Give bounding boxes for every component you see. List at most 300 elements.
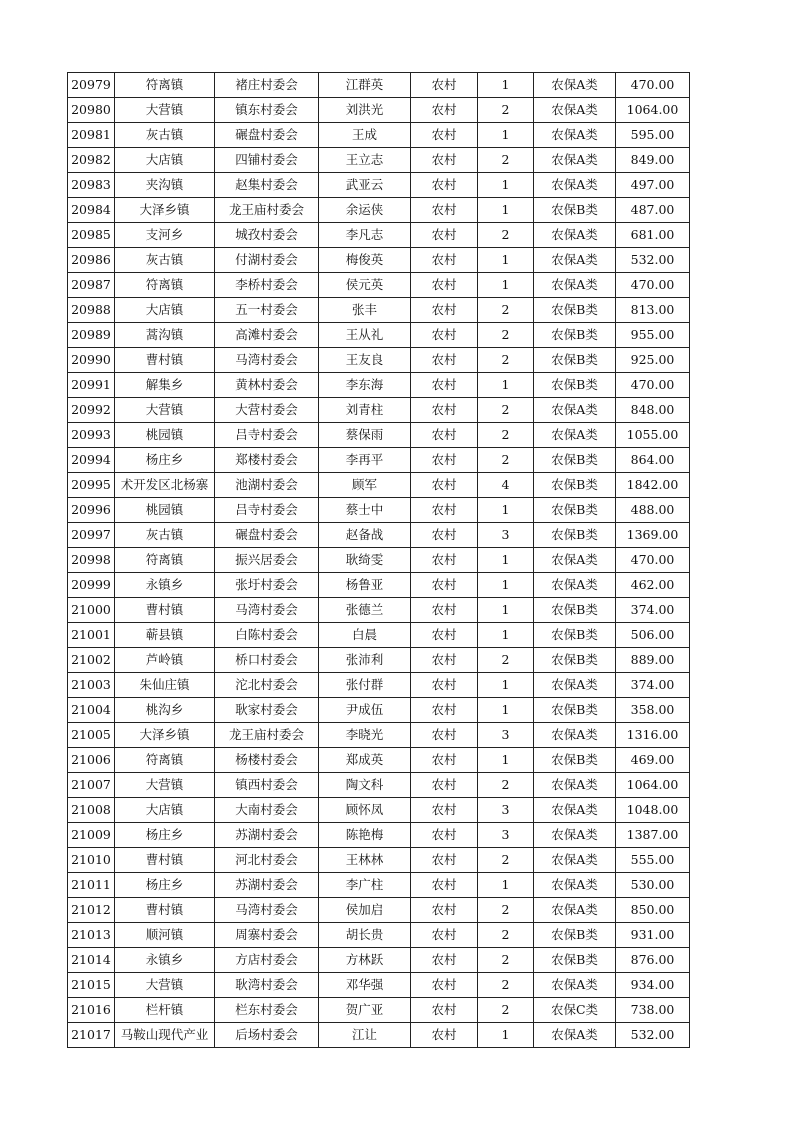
cell-person-name: 梅俊英: [319, 248, 411, 273]
cell-insurance-category: 农保B类: [534, 623, 616, 648]
cell-village-committee: 桥口村委会: [215, 648, 319, 673]
cell-area-type: 农村: [411, 273, 478, 298]
table-row: [68, 573, 690, 598]
cell-household-count: 2: [478, 298, 534, 323]
cell-household-count: 1: [478, 623, 534, 648]
cell-id: 20985: [68, 223, 115, 248]
cell-area-type: 农村: [411, 223, 478, 248]
cell-insurance-category: 农保B类: [534, 748, 616, 773]
cell-household-count: 1: [478, 573, 534, 598]
cell-village-committee: 河北村委会: [215, 848, 319, 873]
cell-town: 符离镇: [115, 548, 215, 573]
cell-person-name: 郑成英: [319, 748, 411, 773]
table-row: [68, 523, 690, 548]
cell-household-count: 2: [478, 923, 534, 948]
cell-amount: 532.00: [616, 248, 690, 273]
cell-amount: 374.00: [616, 598, 690, 623]
cell-insurance-category: 农保A类: [534, 148, 616, 173]
cell-village-committee: 龙王庙村委会: [215, 723, 319, 748]
cell-amount: 469.00: [616, 748, 690, 773]
cell-insurance-category: 农保A类: [534, 823, 616, 848]
cell-person-name: 陶文科: [319, 773, 411, 798]
table-row: [68, 598, 690, 623]
cell-area-type: 农村: [411, 873, 478, 898]
cell-id: 20993: [68, 423, 115, 448]
cell-amount: 1064.00: [616, 98, 690, 123]
cell-town: 大营镇: [115, 398, 215, 423]
cell-person-name: 陈艳梅: [319, 823, 411, 848]
cell-town: 大泽乡镇: [115, 723, 215, 748]
cell-area-type: 农村: [411, 573, 478, 598]
cell-person-name: 侯元英: [319, 273, 411, 298]
cell-village-committee: 后场村委会: [215, 1023, 319, 1048]
cell-person-name: 侯加启: [319, 898, 411, 923]
cell-town: 马鞍山现代产业: [115, 1023, 215, 1048]
table-body: [68, 73, 690, 1048]
cell-household-count: 1: [478, 248, 534, 273]
cell-household-count: 1: [478, 673, 534, 698]
cell-village-committee: 褚庄村委会: [215, 73, 319, 98]
cell-village-committee: 付湖村委会: [215, 248, 319, 273]
cell-amount: 681.00: [616, 223, 690, 248]
cell-person-name: 刘洪光: [319, 98, 411, 123]
cell-household-count: 1: [478, 198, 534, 223]
cell-person-name: 张沛利: [319, 648, 411, 673]
cell-amount: 955.00: [616, 323, 690, 348]
cell-insurance-category: 农保A类: [534, 248, 616, 273]
cell-insurance-category: 农保B类: [534, 948, 616, 973]
cell-id: 21005: [68, 723, 115, 748]
cell-insurance-category: 农保A类: [534, 573, 616, 598]
cell-id: 21010: [68, 848, 115, 873]
cell-area-type: 农村: [411, 448, 478, 473]
cell-town: 大泽乡镇: [115, 198, 215, 223]
table-row: [68, 1023, 690, 1048]
cell-area-type: 农村: [411, 923, 478, 948]
cell-person-name: 赵备战: [319, 523, 411, 548]
table-row: [68, 623, 690, 648]
cell-town: 大营镇: [115, 973, 215, 998]
table-row: [68, 973, 690, 998]
table-row: [68, 473, 690, 498]
cell-household-count: 3: [478, 798, 534, 823]
cell-id: 21006: [68, 748, 115, 773]
cell-amount: 530.00: [616, 873, 690, 898]
cell-town: 桃沟乡: [115, 698, 215, 723]
cell-person-name: 杨鲁亚: [319, 573, 411, 598]
cell-insurance-category: 农保B类: [534, 298, 616, 323]
cell-insurance-category: 农保A类: [534, 1023, 616, 1048]
cell-village-committee: 吕寺村委会: [215, 498, 319, 523]
cell-insurance-category: 农保A类: [534, 723, 616, 748]
cell-area-type: 农村: [411, 823, 478, 848]
cell-area-type: 农村: [411, 1023, 478, 1048]
cell-id: 20988: [68, 298, 115, 323]
cell-town: 大店镇: [115, 148, 215, 173]
cell-household-count: 1: [478, 73, 534, 98]
cell-amount: 532.00: [616, 1023, 690, 1048]
cell-insurance-category: 农保B类: [534, 198, 616, 223]
cell-id: 20980: [68, 98, 115, 123]
cell-person-name: 白晨: [319, 623, 411, 648]
cell-town: 杨庄乡: [115, 873, 215, 898]
cell-insurance-category: 农保A类: [534, 73, 616, 98]
cell-household-count: 1: [478, 498, 534, 523]
table-row: [68, 198, 690, 223]
cell-village-committee: 吕寺村委会: [215, 423, 319, 448]
cell-household-count: 1: [478, 873, 534, 898]
cell-person-name: 江群英: [319, 73, 411, 98]
cell-household-count: 4: [478, 473, 534, 498]
cell-amount: 1055.00: [616, 423, 690, 448]
cell-village-committee: 镇西村委会: [215, 773, 319, 798]
cell-village-committee: 白陈村委会: [215, 623, 319, 648]
cell-amount: 497.00: [616, 173, 690, 198]
cell-household-count: 2: [478, 773, 534, 798]
cell-person-name: 蔡保雨: [319, 423, 411, 448]
cell-id: 20991: [68, 373, 115, 398]
cell-village-committee: 马湾村委会: [215, 898, 319, 923]
cell-area-type: 农村: [411, 198, 478, 223]
cell-household-count: 2: [478, 323, 534, 348]
cell-area-type: 农村: [411, 948, 478, 973]
cell-insurance-category: 农保B类: [534, 923, 616, 948]
cell-household-count: 2: [478, 848, 534, 873]
table-row: [68, 323, 690, 348]
cell-person-name: 王立志: [319, 148, 411, 173]
cell-household-count: 3: [478, 523, 534, 548]
cell-town: 支河乡: [115, 223, 215, 248]
table-row: [68, 998, 690, 1023]
cell-person-name: 邓华强: [319, 973, 411, 998]
cell-id: 21002: [68, 648, 115, 673]
cell-person-name: 张丰: [319, 298, 411, 323]
cell-town: 符离镇: [115, 73, 215, 98]
cell-area-type: 农村: [411, 998, 478, 1023]
cell-amount: 555.00: [616, 848, 690, 873]
cell-household-count: 2: [478, 98, 534, 123]
cell-id: 20992: [68, 398, 115, 423]
cell-person-name: 武亚云: [319, 173, 411, 198]
cell-insurance-category: 农保B类: [534, 523, 616, 548]
cell-town: 杨庄乡: [115, 823, 215, 848]
cell-town: 大营镇: [115, 773, 215, 798]
cell-household-count: 3: [478, 723, 534, 748]
cell-insurance-category: 农保A类: [534, 223, 616, 248]
cell-area-type: 农村: [411, 848, 478, 873]
cell-amount: 462.00: [616, 573, 690, 598]
cell-household-count: 2: [478, 948, 534, 973]
cell-village-committee: 四铺村委会: [215, 148, 319, 173]
cell-area-type: 农村: [411, 723, 478, 748]
cell-person-name: 贺广亚: [319, 998, 411, 1023]
cell-area-type: 农村: [411, 373, 478, 398]
cell-town: 灰古镇: [115, 248, 215, 273]
cell-town: 大店镇: [115, 298, 215, 323]
cell-insurance-category: 农保A类: [534, 98, 616, 123]
cell-area-type: 农村: [411, 523, 478, 548]
table-row: [68, 98, 690, 123]
cell-household-count: 2: [478, 898, 534, 923]
cell-insurance-category: 农保A类: [534, 673, 616, 698]
cell-person-name: 李广柱: [319, 873, 411, 898]
cell-insurance-category: 农保C类: [534, 998, 616, 1023]
cell-amount: 1369.00: [616, 523, 690, 548]
cell-amount: 1064.00: [616, 773, 690, 798]
cell-village-committee: 振兴居委会: [215, 548, 319, 573]
cell-insurance-category: 农保A类: [534, 173, 616, 198]
cell-village-committee: 周寨村委会: [215, 923, 319, 948]
cell-id: 20997: [68, 523, 115, 548]
cell-id: 21014: [68, 948, 115, 973]
cell-amount: 931.00: [616, 923, 690, 948]
cell-village-committee: 张圩村委会: [215, 573, 319, 598]
table-row: [68, 73, 690, 98]
cell-insurance-category: 农保A类: [534, 773, 616, 798]
table-row: [68, 648, 690, 673]
cell-household-count: 3: [478, 823, 534, 848]
cell-amount: 925.00: [616, 348, 690, 373]
cell-household-count: 2: [478, 223, 534, 248]
cell-town: 顺河镇: [115, 923, 215, 948]
cell-id: 21007: [68, 773, 115, 798]
cell-id: 21016: [68, 998, 115, 1023]
cell-area-type: 农村: [411, 648, 478, 673]
cell-town: 朱仙庄镇: [115, 673, 215, 698]
cell-household-count: 1: [478, 698, 534, 723]
cell-town: 曹村镇: [115, 348, 215, 373]
cell-area-type: 农村: [411, 73, 478, 98]
cell-village-committee: 大南村委会: [215, 798, 319, 823]
cell-area-type: 农村: [411, 173, 478, 198]
cell-id: 20994: [68, 448, 115, 473]
cell-village-committee: 方店村委会: [215, 948, 319, 973]
table-row: [68, 223, 690, 248]
cell-area-type: 农村: [411, 298, 478, 323]
cell-area-type: 农村: [411, 698, 478, 723]
cell-insurance-category: 农保A类: [534, 848, 616, 873]
cell-town: 夹沟镇: [115, 173, 215, 198]
cell-id: 21015: [68, 973, 115, 998]
cell-id: 21004: [68, 698, 115, 723]
cell-insurance-category: 农保A类: [534, 123, 616, 148]
cell-town: 永镇乡: [115, 948, 215, 973]
cell-insurance-category: 农保B类: [534, 473, 616, 498]
cell-id: 20990: [68, 348, 115, 373]
cell-household-count: 2: [478, 148, 534, 173]
cell-household-count: 2: [478, 398, 534, 423]
cell-amount: 487.00: [616, 198, 690, 223]
cell-household-count: 2: [478, 423, 534, 448]
cell-amount: 876.00: [616, 948, 690, 973]
cell-amount: 1842.00: [616, 473, 690, 498]
cell-id: 21001: [68, 623, 115, 648]
cell-amount: 813.00: [616, 298, 690, 323]
cell-town: 蒿沟镇: [115, 323, 215, 348]
table-row: [68, 798, 690, 823]
cell-id: 21017: [68, 1023, 115, 1048]
cell-household-count: 1: [478, 123, 534, 148]
cell-household-count: 2: [478, 448, 534, 473]
cell-insurance-category: 农保B类: [534, 698, 616, 723]
cell-village-committee: 耿湾村委会: [215, 973, 319, 998]
cell-person-name: 方林跃: [319, 948, 411, 973]
cell-person-name: 张德兰: [319, 598, 411, 623]
cell-area-type: 农村: [411, 548, 478, 573]
table-row: [68, 148, 690, 173]
cell-village-committee: 城孜村委会: [215, 223, 319, 248]
cell-amount: 889.00: [616, 648, 690, 673]
cell-town: 曹村镇: [115, 898, 215, 923]
cell-town: 符离镇: [115, 273, 215, 298]
table-row: [68, 348, 690, 373]
cell-area-type: 农村: [411, 598, 478, 623]
cell-area-type: 农村: [411, 123, 478, 148]
cell-area-type: 农村: [411, 98, 478, 123]
cell-amount: 470.00: [616, 373, 690, 398]
cell-person-name: 顾怀凤: [319, 798, 411, 823]
cell-town: 桃园镇: [115, 498, 215, 523]
cell-id: 20984: [68, 198, 115, 223]
table-row: [68, 823, 690, 848]
cell-village-committee: 马湾村委会: [215, 598, 319, 623]
cell-amount: 374.00: [616, 673, 690, 698]
cell-household-count: 1: [478, 748, 534, 773]
cell-person-name: 王从礼: [319, 323, 411, 348]
cell-id: 20999: [68, 573, 115, 598]
table-row: [68, 498, 690, 523]
cell-insurance-category: 农保A类: [534, 273, 616, 298]
cell-person-name: 胡长贵: [319, 923, 411, 948]
cell-person-name: 李凡志: [319, 223, 411, 248]
cell-area-type: 农村: [411, 623, 478, 648]
cell-insurance-category: 农保A类: [534, 398, 616, 423]
cell-amount: 506.00: [616, 623, 690, 648]
cell-id: 21000: [68, 598, 115, 623]
cell-town: 大营镇: [115, 98, 215, 123]
cell-id: 21009: [68, 823, 115, 848]
cell-town: 杨庄乡: [115, 448, 215, 473]
cell-id: 20986: [68, 248, 115, 273]
table-row: [68, 448, 690, 473]
cell-person-name: 王友良: [319, 348, 411, 373]
cell-id: 20987: [68, 273, 115, 298]
cell-household-count: 1: [478, 273, 534, 298]
cell-area-type: 农村: [411, 798, 478, 823]
cell-person-name: 江让: [319, 1023, 411, 1048]
cell-area-type: 农村: [411, 748, 478, 773]
cell-household-count: 1: [478, 598, 534, 623]
cell-town: 灰古镇: [115, 523, 215, 548]
cell-amount: 470.00: [616, 273, 690, 298]
cell-area-type: 农村: [411, 498, 478, 523]
cell-town: 蕲县镇: [115, 623, 215, 648]
cell-area-type: 农村: [411, 348, 478, 373]
cell-amount: 850.00: [616, 898, 690, 923]
table-row: [68, 848, 690, 873]
cell-household-count: 2: [478, 973, 534, 998]
cell-village-committee: 高滩村委会: [215, 323, 319, 348]
cell-id: 21011: [68, 873, 115, 898]
table-row: [68, 248, 690, 273]
table-row: [68, 423, 690, 448]
cell-id: 20989: [68, 323, 115, 348]
cell-village-committee: 沱北村委会: [215, 673, 319, 698]
cell-area-type: 农村: [411, 323, 478, 348]
cell-id: 21012: [68, 898, 115, 923]
cell-village-committee: 镇东村委会: [215, 98, 319, 123]
cell-village-committee: 碾盘村委会: [215, 523, 319, 548]
cell-person-name: 蔡士中: [319, 498, 411, 523]
cell-amount: 1387.00: [616, 823, 690, 848]
cell-amount: 849.00: [616, 148, 690, 173]
cell-town: 芦岭镇: [115, 648, 215, 673]
cell-amount: 1316.00: [616, 723, 690, 748]
cell-insurance-category: 农保B类: [534, 498, 616, 523]
cell-amount: 358.00: [616, 698, 690, 723]
cell-amount: 934.00: [616, 973, 690, 998]
table-row: [68, 948, 690, 973]
cell-town: 曹村镇: [115, 598, 215, 623]
cell-person-name: 余运侠: [319, 198, 411, 223]
cell-village-committee: 大营村委会: [215, 398, 319, 423]
cell-area-type: 农村: [411, 473, 478, 498]
cell-id: 21003: [68, 673, 115, 698]
cell-id: 21013: [68, 923, 115, 948]
cell-insurance-category: 农保A类: [534, 798, 616, 823]
cell-village-committee: 苏湖村委会: [215, 873, 319, 898]
cell-amount: 470.00: [616, 548, 690, 573]
cell-village-committee: 郑楼村委会: [215, 448, 319, 473]
cell-insurance-category: 农保A类: [534, 973, 616, 998]
cell-id: 20996: [68, 498, 115, 523]
table-row: [68, 723, 690, 748]
cell-id: 20982: [68, 148, 115, 173]
table-row: [68, 748, 690, 773]
cell-id: 20995: [68, 473, 115, 498]
table-row: [68, 673, 690, 698]
cell-household-count: 2: [478, 648, 534, 673]
cell-village-committee: 龙王庙村委会: [215, 198, 319, 223]
cell-village-committee: 马湾村委会: [215, 348, 319, 373]
cell-area-type: 农村: [411, 773, 478, 798]
cell-id: 20981: [68, 123, 115, 148]
cell-id: 20979: [68, 73, 115, 98]
cell-town: 术开发区北杨寨: [115, 473, 215, 498]
table-row: [68, 548, 690, 573]
table-row: [68, 898, 690, 923]
cell-household-count: 2: [478, 348, 534, 373]
table-row: [68, 923, 690, 948]
cell-amount: 738.00: [616, 998, 690, 1023]
cell-area-type: 农村: [411, 248, 478, 273]
cell-person-name: 李东海: [319, 373, 411, 398]
cell-amount: 595.00: [616, 123, 690, 148]
table-row: [68, 173, 690, 198]
table-row: [68, 398, 690, 423]
cell-area-type: 农村: [411, 398, 478, 423]
cell-village-committee: 碾盘村委会: [215, 123, 319, 148]
cell-village-committee: 李桥村委会: [215, 273, 319, 298]
cell-insurance-category: 农保B类: [534, 448, 616, 473]
table-row: [68, 773, 690, 798]
cell-area-type: 农村: [411, 148, 478, 173]
cell-town: 曹村镇: [115, 848, 215, 873]
table-row: [68, 273, 690, 298]
cell-town: 永镇乡: [115, 573, 215, 598]
cell-amount: 848.00: [616, 398, 690, 423]
cell-town: 桃园镇: [115, 423, 215, 448]
